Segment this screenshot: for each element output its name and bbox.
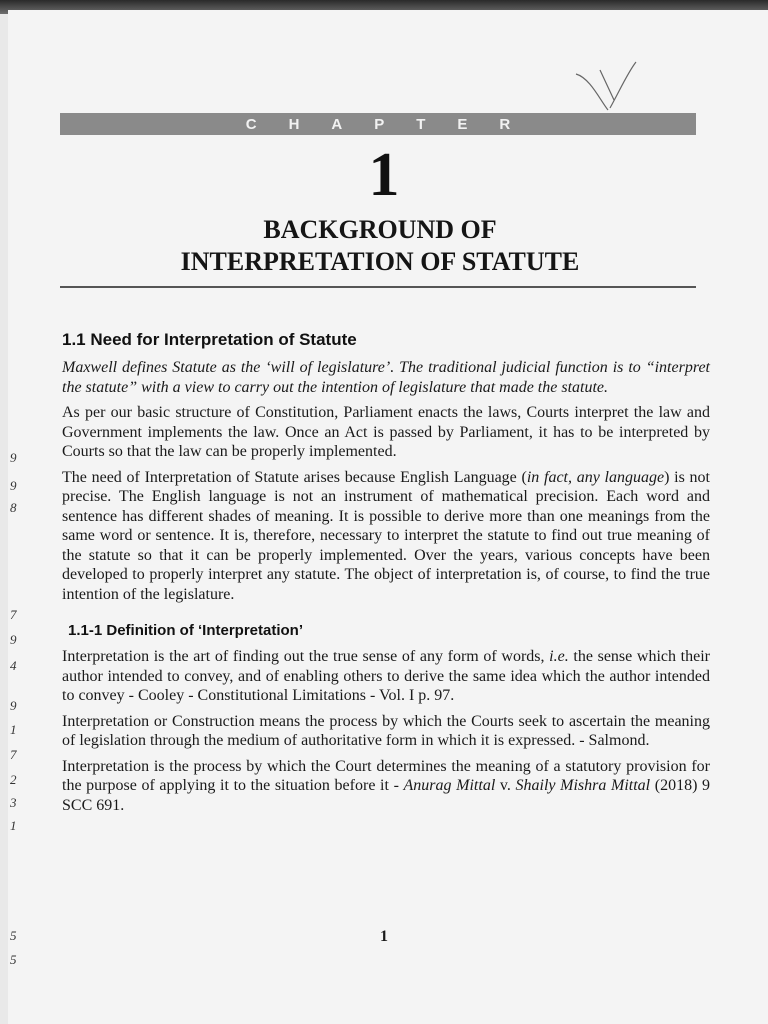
case-name: Shaily Mishra Mittal — [515, 777, 651, 794]
margin-mark: 4 — [10, 658, 17, 673]
paragraph: Maxwell defines Statute as the ‘will of legislature’. The traditional judicial function is to “interpret the statute” with a view to carry out the intention of legislature that made the statute. — [62, 359, 710, 396]
chapter-title — [60, 214, 700, 278]
margin-mark: 9 — [10, 698, 17, 713]
chapter-title-line-2: INTERPRETATION OF STATUTE — [180, 247, 580, 276]
title-rule — [60, 286, 696, 288]
chapter-label: CHAPTER — [245, 115, 543, 133]
margin-mark: 1 — [10, 722, 17, 737]
chapter-title-line-1: BACKGROUND OF — [263, 215, 497, 244]
margin-mark: 1 — [10, 818, 17, 833]
margin-mark: 8 — [10, 500, 17, 515]
text-run: ) is not precise. The English language is not an instrument of mathematical precision. Each word and sentence has different shades of meaning. It is possible to derive more than one meanings from the same word or sentence. It is, therefore, necessary to interpret the statute to find out true meaning of the statute so that it can be properly implemented. Over the years, various concepts have been developed to properly interpret any statute. The object of interpretation is, of course, to find the true intention of the legislature. — [62, 468, 711, 603]
text-run: The need of Interpretation of Statute arises because English Language ( — [62, 468, 527, 486]
page-number: 1 — [380, 928, 388, 945]
italic-text: in fact, any language — [526, 468, 665, 486]
citation: (2018) 9 SCC 691. — [62, 777, 711, 814]
paragraph: Interpretation or Construction means the process by which the Courts seek to ascertain the meaning of legislation through the medium of authoritative form in which it is expressed. - Salmond. — [62, 712, 710, 749]
paragraph — [62, 757, 710, 816]
paragraph — [62, 647, 710, 706]
section-heading: 1.1 Need for Interpretation of Statute — [62, 330, 357, 349]
margin-mark: 5 — [10, 928, 17, 943]
margin-mark: 9 — [10, 478, 17, 493]
chapter-number: 1 — [368, 141, 400, 209]
chapter-band — [60, 113, 696, 135]
margin-mark: 9 — [10, 450, 17, 465]
margin-mark: 7 — [10, 747, 17, 762]
margin-mark: 9 — [10, 632, 17, 647]
paragraph: As per our basic structure of Constitution, Parliament enacts the laws, Courts interpret the law and Government implements the law. Once an Act is passed by Parliament, it has to be interpreted by Courts so that the law can be properly implemented. — [62, 404, 710, 460]
margin-mark: 7 — [10, 607, 17, 622]
text-run: Interpretation is the art of finding out the true sense of any form of words, — [62, 648, 550, 665]
margin-mark: 5 — [10, 952, 17, 967]
subsection-heading: 1.1-1 Definition of ‘Interpretation’ — [68, 622, 304, 639]
case-name: Anurag Mittal — [403, 777, 496, 794]
page-content — [62, 330, 710, 821]
text-run: v. — [495, 777, 516, 794]
italic-text: i.e. — [549, 648, 569, 665]
pen-scribble — [570, 60, 650, 120]
paragraph — [62, 468, 710, 605]
margin-mark: 3 — [10, 795, 17, 810]
text-run: Interpretation is the process by which the Court determines the meaning of a statutory provision for the purpose of applying it to the situation before it - — [62, 757, 710, 794]
text-run: the sense which their author intended to convey, and of enabling others to derive the same idea which the author intended to convey - Cooley - Constitutional Limitations - Vol. I p. 97. — [62, 648, 711, 704]
margin-mark: 2 — [10, 772, 17, 787]
